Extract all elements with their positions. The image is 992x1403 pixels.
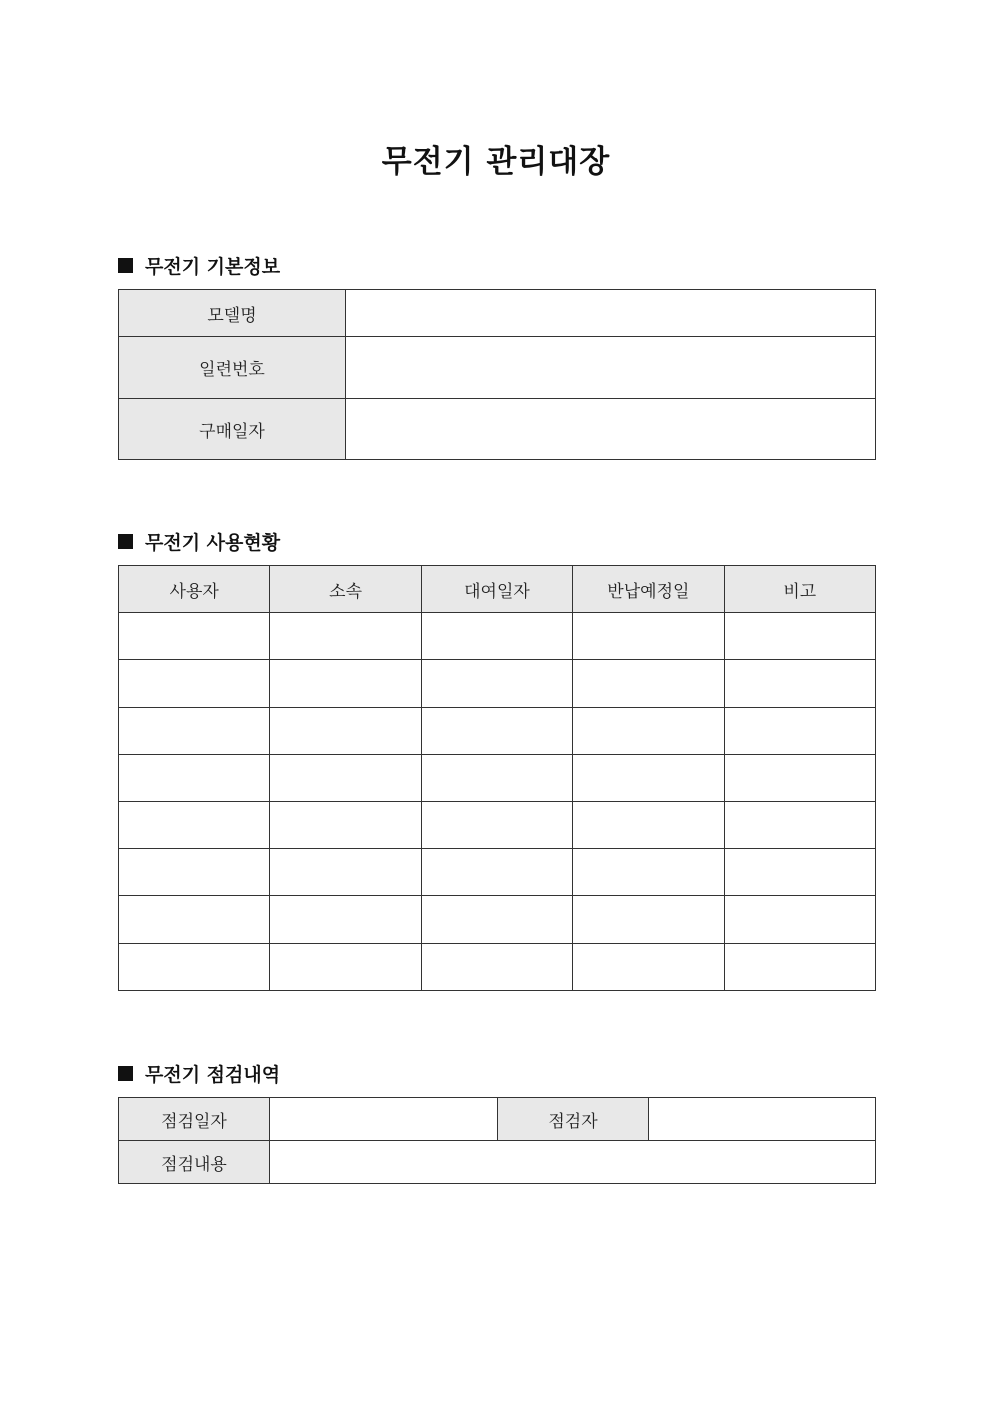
square-bullet-icon (118, 1066, 133, 1081)
column-header-rental-date: 대여일자 (421, 566, 572, 613)
table-cell[interactable] (270, 613, 421, 660)
table-row (119, 1141, 876, 1184)
table-cell[interactable] (573, 660, 724, 707)
table-cell[interactable] (573, 707, 724, 754)
section-heading-text: 무전기 사용현황 (145, 532, 281, 554)
table-cell[interactable] (270, 660, 421, 707)
table-cell[interactable] (724, 613, 875, 660)
table-cell[interactable] (421, 754, 572, 801)
table-cell[interactable] (119, 707, 270, 754)
table-cell[interactable] (724, 849, 875, 896)
section-heading-inspection (118, 1060, 280, 1087)
inspection-table (118, 1097, 876, 1184)
table-row (119, 290, 876, 337)
table-cell[interactable] (119, 613, 270, 660)
table-cell[interactable] (724, 660, 875, 707)
table-cell[interactable] (421, 943, 572, 990)
section-heading-basic-info (118, 252, 280, 279)
table-cell[interactable] (270, 849, 421, 896)
inspection-date-label: 점검일자 (119, 1098, 270, 1141)
table-cell[interactable] (119, 849, 270, 896)
table-cell[interactable] (573, 849, 724, 896)
usage-table (118, 565, 876, 991)
table-header-row (119, 566, 876, 613)
table-cell[interactable] (724, 801, 875, 848)
table-cell[interactable] (119, 754, 270, 801)
column-header-remarks: 비고 (724, 566, 875, 613)
table-cell[interactable] (270, 943, 421, 990)
table-row (119, 801, 876, 848)
table-row (119, 399, 876, 460)
inspector-field[interactable] (649, 1098, 876, 1141)
table-cell[interactable] (421, 613, 572, 660)
table-cell[interactable] (119, 801, 270, 848)
table-row (119, 337, 876, 399)
table-cell[interactable] (421, 801, 572, 848)
table-cell[interactable] (421, 660, 572, 707)
table-row (119, 849, 876, 896)
inspector-label: 점검자 (498, 1098, 649, 1141)
table-cell[interactable] (724, 707, 875, 754)
table-cell[interactable] (573, 943, 724, 990)
column-header-return-date: 반납예정일 (573, 566, 724, 613)
square-bullet-icon (118, 258, 133, 273)
table-row (119, 613, 876, 660)
table-cell[interactable] (573, 754, 724, 801)
table-row (119, 660, 876, 707)
table-cell[interactable] (421, 707, 572, 754)
table-cell[interactable] (573, 613, 724, 660)
page-title: 무전기 관리대장 (381, 144, 611, 180)
table-cell[interactable] (421, 849, 572, 896)
table-cell[interactable] (724, 896, 875, 943)
table-cell[interactable] (270, 801, 421, 848)
inspection-content-field[interactable] (270, 1141, 876, 1184)
square-bullet-icon (118, 534, 133, 549)
serial-number-field[interactable] (346, 337, 876, 399)
table-cell[interactable] (573, 896, 724, 943)
basic-info-table (118, 289, 876, 460)
purchase-date-field[interactable] (346, 399, 876, 460)
column-header-department: 소속 (270, 566, 421, 613)
inspection-content-label: 점검내용 (119, 1141, 270, 1184)
model-name-field[interactable] (346, 290, 876, 337)
table-cell[interactable] (724, 754, 875, 801)
table-cell[interactable] (573, 801, 724, 848)
inspection-date-field[interactable] (270, 1098, 498, 1141)
table-row (119, 1098, 876, 1141)
table-cell[interactable] (270, 896, 421, 943)
table-cell[interactable] (119, 943, 270, 990)
purchase-date-label: 구매일자 (119, 399, 346, 460)
model-name-label: 모델명 (119, 290, 346, 337)
table-row (119, 707, 876, 754)
column-header-user: 사용자 (119, 566, 270, 613)
table-cell[interactable] (270, 754, 421, 801)
section-heading-usage (118, 528, 280, 555)
section-heading-text: 무전기 점검내역 (145, 1064, 281, 1086)
section-heading-text: 무전기 기본정보 (145, 256, 281, 278)
table-cell[interactable] (724, 943, 875, 990)
table-cell[interactable] (270, 707, 421, 754)
table-row (119, 943, 876, 990)
table-cell[interactable] (119, 896, 270, 943)
table-cell[interactable] (421, 896, 572, 943)
table-row (119, 754, 876, 801)
serial-number-label: 일련번호 (119, 337, 346, 399)
table-cell[interactable] (119, 660, 270, 707)
table-row (119, 896, 876, 943)
